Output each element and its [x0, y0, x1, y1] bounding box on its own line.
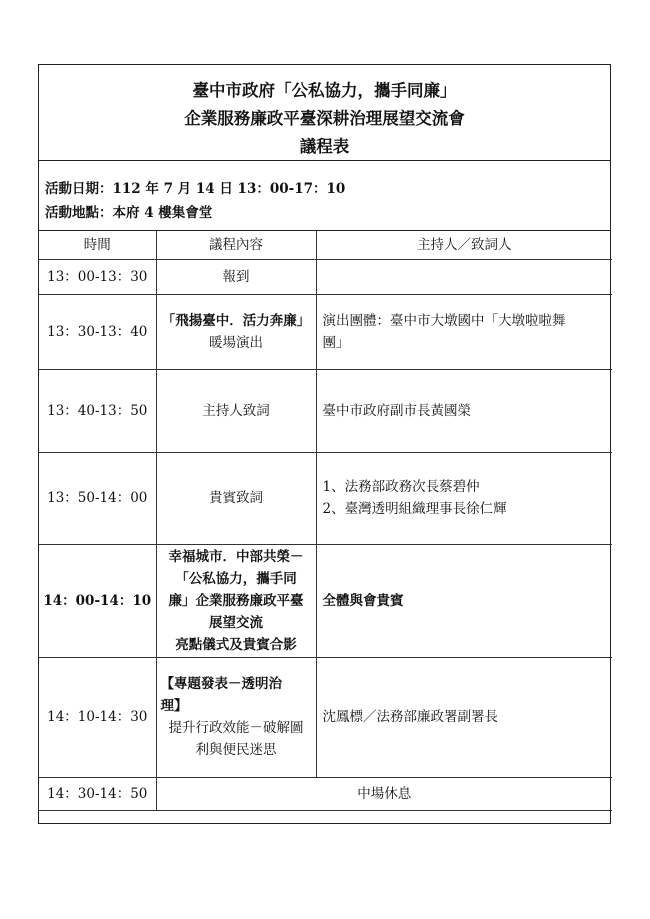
title-line-1: 臺中市政府「公私協力，攜手同廉」: [192, 81, 457, 100]
agenda-header: [39, 65, 610, 161]
content-cell: [156, 544, 316, 657]
host-cell: [316, 259, 612, 294]
agenda-frame: [38, 64, 611, 824]
content-cell: [156, 452, 316, 544]
time-cell: 14：10-14：30: [39, 657, 156, 777]
table-row: [39, 369, 612, 452]
content-line: 【專題發表－透明治: [160, 676, 282, 692]
title-line-3: 議程表: [299, 137, 350, 156]
table-row: [39, 259, 612, 294]
column-header-content: 議程內容: [156, 231, 316, 259]
content-line: 主持人致詞: [202, 402, 270, 419]
content-line: 暖場演出: [209, 334, 263, 351]
event-date: 活動日期：112 年 7 月 14 日 13：00-17：10: [45, 181, 346, 197]
content-cell: [156, 657, 316, 777]
time-cell: 13：00-13：30: [39, 259, 156, 294]
host-cell: [316, 544, 612, 657]
host-cell: [316, 452, 612, 544]
content-line: 亮點儀式及貴賓合影: [175, 636, 297, 653]
content-cell: [156, 369, 316, 452]
content-line: 貴賓致詞: [209, 490, 263, 506]
column-header-time: 時間: [39, 231, 156, 259]
event-info: [39, 161, 610, 231]
time-cell: 13：40-13：50: [39, 369, 156, 452]
content-cell: [156, 777, 612, 810]
host-line: 2、臺灣透明組織理事長徐仁輝: [322, 501, 507, 517]
event-place: 活動地點：本府 4 樓集會堂: [45, 205, 213, 221]
host-cell: [316, 369, 612, 452]
title-line-2: 企業服務廉政平臺深耕治理展望交流會: [184, 109, 465, 128]
host-cell: [316, 294, 612, 369]
content-line: 廉」企業服務廉政平臺: [168, 592, 304, 609]
content-line: 提升行政效能－破解圖: [168, 720, 304, 736]
time-cell: 13：30-13：40: [39, 294, 156, 369]
table-row: [39, 657, 612, 777]
table-header-row: [39, 231, 612, 259]
table-row: [39, 777, 612, 810]
time-cell: 14：30-14：50: [39, 777, 156, 810]
content-line: 「公私協力，攜手同: [175, 570, 297, 587]
content-line: 理】: [160, 698, 188, 714]
host-line: 團」: [322, 334, 350, 351]
content-line: 利與便民迷思: [195, 742, 277, 758]
time-cell: 14：00-14：10: [39, 544, 156, 657]
time-cell: 13：50-14：00: [39, 452, 156, 544]
host-line: 1、法務部政務次長蔡碧仲: [322, 479, 480, 495]
table-row: [39, 294, 612, 369]
agenda-table: [39, 231, 612, 811]
content-line: 中場休息: [357, 785, 412, 802]
content-line: 幸福城市．中部共榮－: [168, 548, 304, 565]
content-line: 「飛揚臺中．活力奔廉」: [161, 312, 311, 329]
content-line: 展望交流: [209, 614, 263, 631]
table-row: [39, 544, 612, 657]
content-cell: [156, 259, 316, 294]
content-line: 報到: [222, 268, 250, 285]
host-line: 全體與會貴賓: [322, 592, 404, 609]
host-line: 臺中市政府副市長黃國榮: [322, 402, 471, 419]
host-cell: [316, 657, 612, 777]
content-cell: [156, 294, 316, 369]
table-row: [39, 452, 612, 544]
column-header-host: 主持人／致詞人: [316, 231, 612, 259]
host-line: 演出團體：臺中市大墩國中「大墩啦啦舞: [322, 312, 566, 329]
host-line: 沈鳳標／法務部廉政署副署長: [322, 709, 498, 725]
